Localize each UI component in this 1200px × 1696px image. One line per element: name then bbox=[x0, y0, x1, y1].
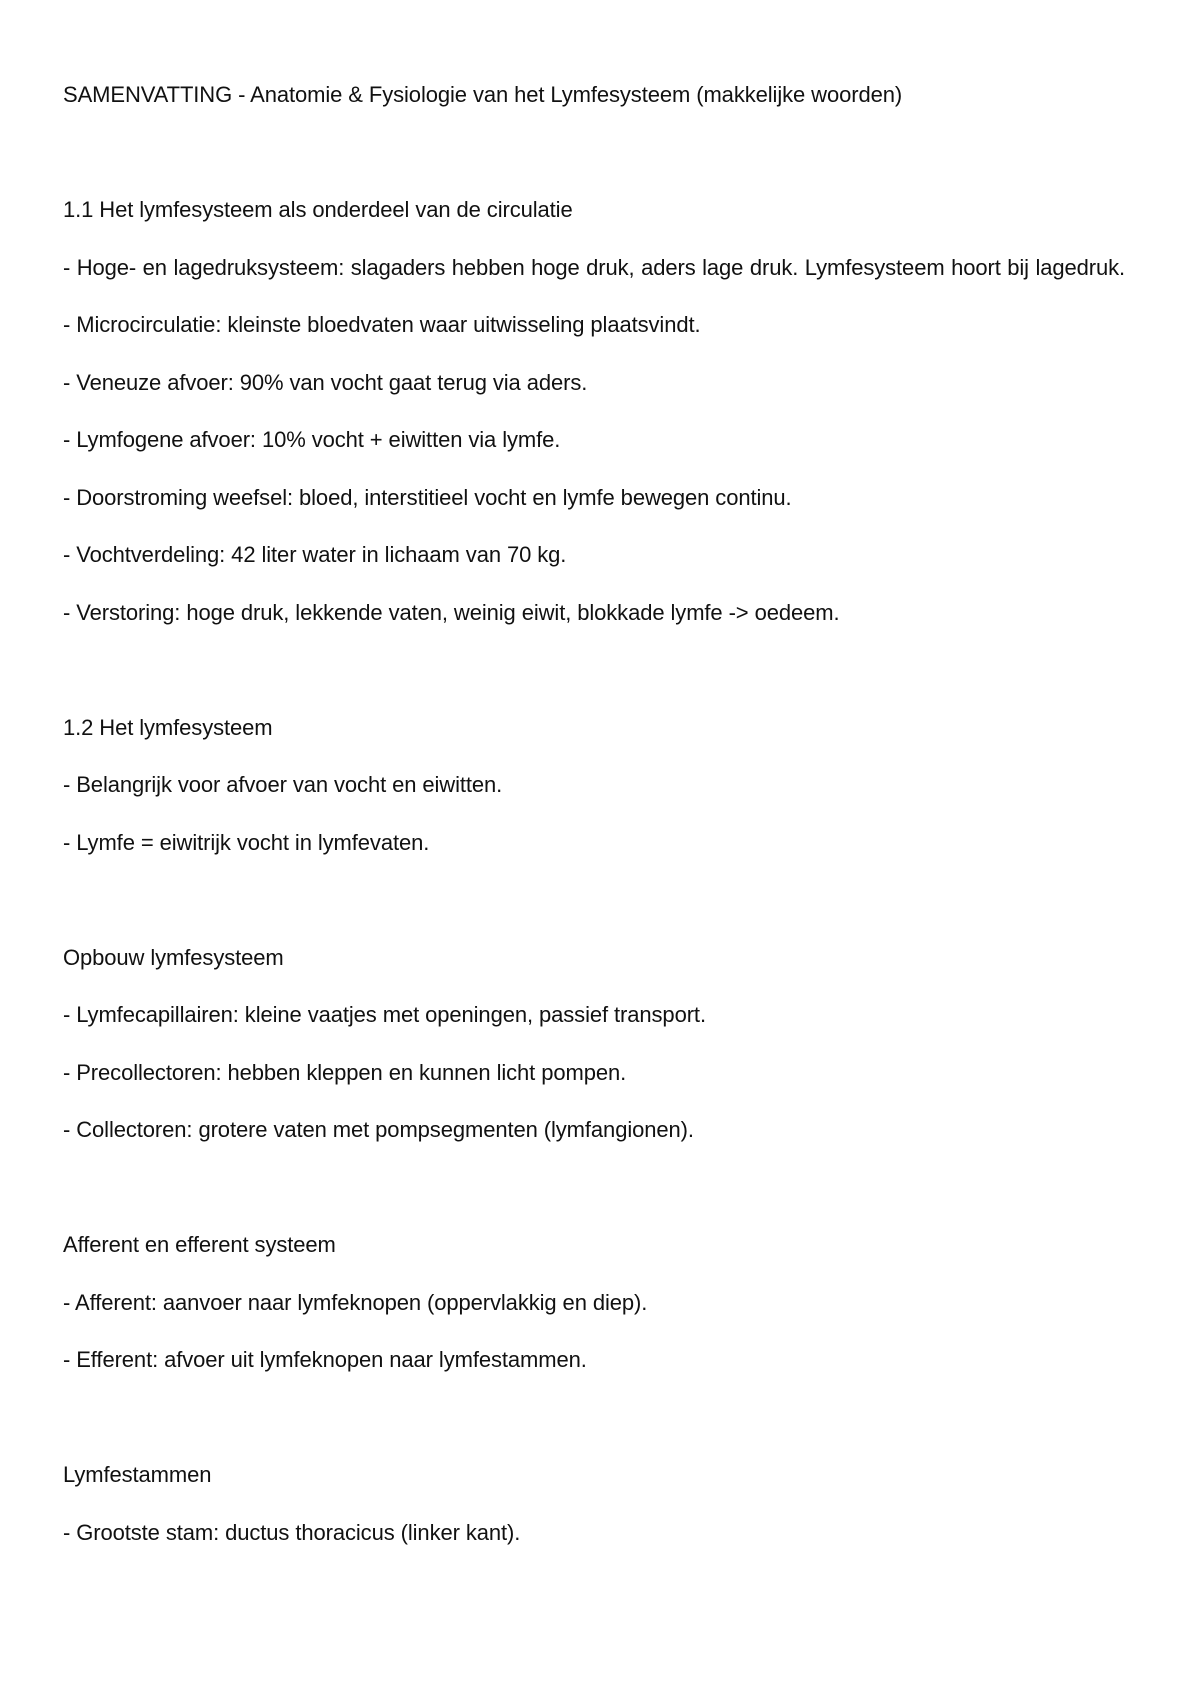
list-item: - Grootste stam: ductus thoracicus (linker kant). bbox=[63, 1519, 521, 1545]
list-item: - Verstoring: hoge druk, lekkende vaten, weinig eiwit, blokkade lymfe -> oedeem. bbox=[63, 599, 840, 625]
list-item: - Vochtverdeling: 42 liter water in lichaam van 70 kg. bbox=[63, 542, 567, 567]
list-item: - Lymfogene afvoer: 10% vocht + eiwitten via lymfe. bbox=[63, 427, 561, 452]
section-heading-lymfestammen: Lymfestammen bbox=[63, 1462, 212, 1487]
spacer bbox=[63, 1159, 1153, 1217]
list-item: - Lymfe = eiwitrijk vocht in lymfevaten. bbox=[63, 829, 430, 855]
spacer bbox=[63, 871, 1153, 929]
section-heading-opbouw: Opbouw lymfesysteem bbox=[63, 944, 284, 970]
list-item: - Hoge- en lagedruksysteem: slagaders hebben hoge druk, aders lage druk. Lymfesysteem hoort bij lagedruk. bbox=[63, 254, 1126, 280]
list-item: - Microcirculatie: kleinste bloedvaten waar uitwisseling plaatsvindt. bbox=[63, 312, 701, 337]
list-item: - Collectoren: grotere vaten met pompsegmenten (lymfangionen). bbox=[63, 1117, 694, 1142]
list-item: - Precollectoren: hebben kleppen en kunnen licht pompen. bbox=[63, 1059, 627, 1085]
list-item: - Afferent: aanvoer naar lymfeknopen (oppervlakkig en diep). bbox=[63, 1289, 648, 1315]
document-body bbox=[63, 66, 1153, 1561]
list-item: - Lymfecapillairen: kleine vaatjes met openingen, passief transport. bbox=[63, 1002, 706, 1027]
list-item: - Veneuze afvoer: 90% van vocht gaat terug via aders. bbox=[63, 369, 588, 395]
spacer bbox=[63, 641, 1153, 699]
list-item: - Belangrijk voor afvoer van vocht en eiwitten. bbox=[63, 772, 503, 797]
section-heading-1-2: 1.2 Het lymfesysteem bbox=[63, 714, 273, 740]
document-title: SAMENVATTING - Anatomie & Fysiologie van het Lymfesysteem (makkelijke woorden) bbox=[63, 82, 903, 107]
list-item: - Efferent: afvoer uit lymfeknopen naar lymfestammen. bbox=[63, 1347, 587, 1372]
spacer bbox=[63, 124, 1153, 182]
section-heading-1-1: 1.1 Het lymfesysteem als onderdeel van de circulatie bbox=[63, 197, 573, 222]
section-heading-afferent-efferent: Afferent en efferent systeem bbox=[63, 1232, 336, 1257]
list-item: - Doorstroming weefsel: bloed, interstitieel vocht en lymfe bewegen continu. bbox=[63, 484, 792, 510]
spacer bbox=[63, 1389, 1153, 1447]
